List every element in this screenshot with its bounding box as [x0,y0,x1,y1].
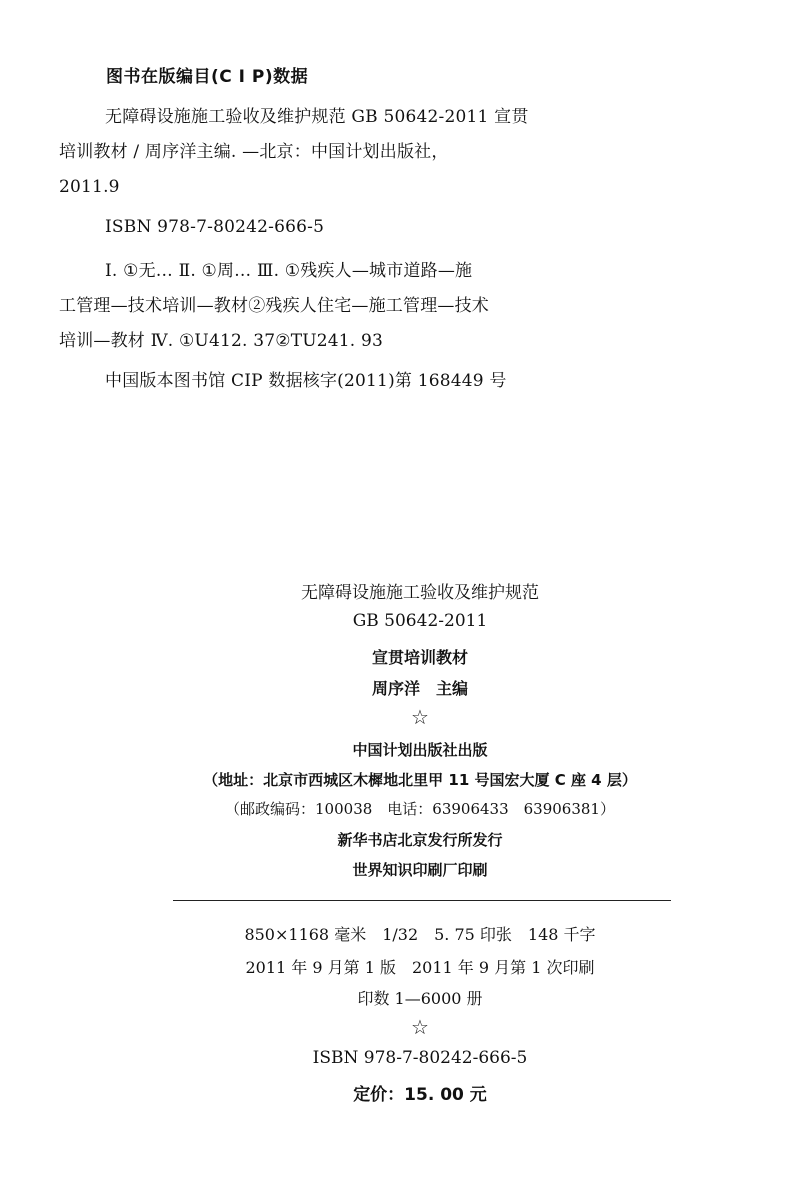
publisher-contact: （邮政编码：100038 电话：63906433 63906381） [225,800,615,818]
cip-entry-line1: 无障碍设施施工验收及维护规范 GB 50642-2011 宣贯 [105,107,529,127]
star-icon: ☆ [411,705,429,729]
printer-line: 世界知识印刷厂印刷 [352,861,488,879]
format-line: 850×1168 毫米 1/32 5. 75 印张 148 千字 [244,925,596,944]
publisher-line: 中国计划出版社出版 [352,741,488,759]
cip-subject-line3: 培训—教材 Ⅳ. ①U412. 37②TU241. 93 [59,331,384,351]
cip-entry-line2: 培训教材 / 周序洋主编. —北京：中国计划出版社， [59,142,449,162]
cip-subject-line2: 工管理—技术培训—教材②残疾人住宅—施工管理—技术 [59,296,489,316]
book-subtitle: 宣贯培训教材 [371,648,468,667]
cip-isbn-text: ISBN 978-7-80242-666-5 [105,217,325,237]
distributor-line: 新华书店北京发行所发行 [337,831,503,849]
isbn-line: ISBN 978-7-80242-666-5 [312,1048,528,1068]
cip-isbn [59,210,659,245]
standard-number: GB 50642-2011 [352,611,488,631]
cip-subject-line1: Ⅰ. ①无… Ⅱ. ①周… Ⅲ. ①残疾人—城市道路—施 [105,261,473,281]
star-icon: ☆ [411,1015,429,1039]
divider-rule [173,900,671,901]
print-run-line: 印数 1—6000 册 [357,989,483,1008]
book-title: 无障碍设施施工验收及维护规范 [301,583,539,603]
cip-heading: 图书在版编目(C I P)数据 [106,67,309,87]
cip-entry-line3: 2011.9 [59,177,120,197]
price-line: 定价：15. 00 元 [353,1085,487,1105]
editor-line: 周序洋 主编 [371,679,468,698]
publisher-address: （地址：北京市西城区木樨地北里甲 11 号国宏大厦 C 座 4 层） [203,771,637,789]
cip-record-text: 中国版本图书馆 CIP 数据核字(2011)第 168449 号 [105,371,507,391]
edition-line: 2011 年 9 月第 1 版 2011 年 9 月第 1 次印刷 [245,958,595,977]
cip-subjects [59,254,659,359]
cip-record-number [59,364,659,399]
cip-entry [59,100,659,205]
